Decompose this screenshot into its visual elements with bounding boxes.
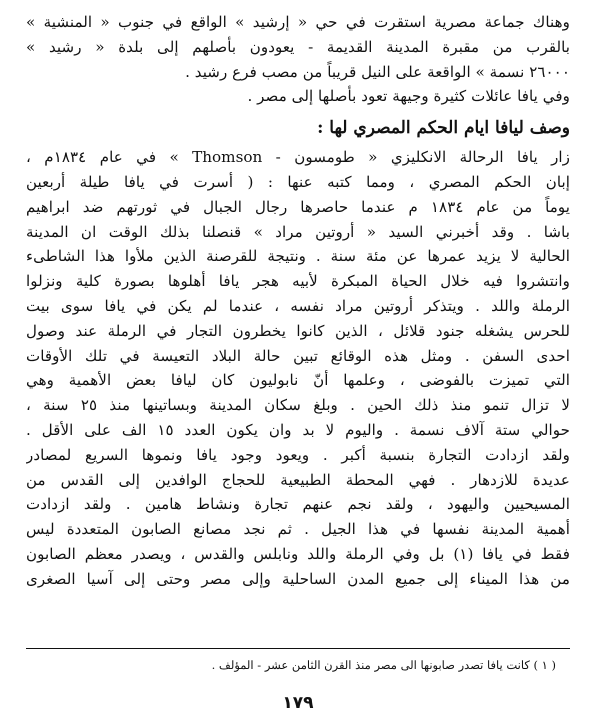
text-line: حوالي ستة آلاف نسمة . واليوم لا بد وان يكون العدد ١٥ الف على الأقل . — [26, 420, 570, 439]
text-line: أهمية المدينة نفسها في هذا الجيل . ثم نجد مصانع الصابون المتعددة ليس — [26, 520, 570, 539]
text-line: وانتشروا فيه خلال الحياة المبكرة لأبيه هجر يافا أهلوها بصورة كلية ونزلوا — [26, 272, 570, 291]
footnote-divider — [26, 648, 570, 649]
text-line: فقط في يافا (١) بل وفي الرملة واللد ونابلس والقدس ، ويصدر معظم الصابون — [26, 544, 570, 563]
text-line: من هذا الميناء إلى جميع المدن الساحلية وإلى مصر وحتى إلى آسيا الصغرى — [26, 569, 570, 588]
body-paragraph — [26, 145, 570, 591]
text-line: التي تميزت بالفوضى ، وعلمها أنّ نابوليون كان ليافا بعض الأهمية وهي — [26, 371, 570, 390]
page-number: ١٧٩ — [282, 693, 314, 713]
text-line: لا تزال تنمو منذ ذلك الحين . وبلغ سكان المدينة وبساتينها منذ ٢٥ سنة ، — [26, 396, 570, 415]
footnote: ( ١ ) كانت يافا تصدر صابونها الى مصر منذ القرن الثامن عشر - المؤلف . — [211, 658, 556, 672]
text-line: احدى السفن . ومثل هذه الوقائع تبين حالة البلاد التعيسة في تلك الأوقات — [26, 346, 570, 365]
text-line: الحالية لا يزيد عمرها عن مئة سنة . ونتيجة للقرصنة الذين ملأوا هذا الشاطىء — [26, 247, 570, 266]
text-line: المسيحيين واليهود ، ولقد نجم عنهم تجارة ونشاط هامين . ولقد ازدادت — [26, 495, 570, 514]
text-line: ٢٦٠٠٠ نسمة » الواقعة على النيل قريباً من مصب فرع رشيد . — [185, 62, 570, 81]
text-line: بالقرب من مقبرة المدينة القديمة - يعودون بأصلهم إلى بلدة « رشيد » — [26, 37, 570, 56]
text-line: ولقد ازدادت التجارة بنسبة أكبر . ويعود وجود يافا ونموها السريع لمصادر — [26, 445, 570, 464]
text-line: عديدة للازدهار . فهي المحطة الطبيعية للحجاج الوافدين إلى القدس من — [26, 470, 570, 489]
text-line: إبان الحكم المصري ، ومما كتبه عنها : ( أسرت في يافا طيلة أربعين — [26, 172, 570, 191]
text-line: زار يافا الرحالة الانكليزي « طومسون - Thomson » في عام ١٨٣٤م ، — [26, 148, 570, 167]
text-line: باشا . وقد أخبرني السيد « أروتين مراد » قنصلنا بذلك الوقت ان المدينة — [26, 222, 570, 241]
section-heading: وصف ليافا ايام الحكم المصري لها : — [317, 118, 570, 139]
text-line: يوماً من عام ١٨٣٤ م عندما حاصرها رجال الجبال في ثورتهم ضد ابراهيم — [26, 197, 570, 216]
text-line: وفي يافا عائلات كثيرة وجيهة تعود بأصلها إلى مصر . — [247, 87, 570, 106]
intro-paragraph — [26, 10, 570, 109]
text-line: للحرس يشغله جنود قلائل ، الذين كانوا يخطرون التجار في الرملة عند وصول — [26, 321, 570, 340]
text-line: وهناك جماعة مصرية استقرت في حي « إرشيد » الواقع في جنوب « المنشية » — [26, 13, 570, 31]
text-line: الرملة واللد . ويتذكر أروتين مراد نفسه ، عندما لم يكن في يافا سوى بيت — [26, 296, 570, 315]
